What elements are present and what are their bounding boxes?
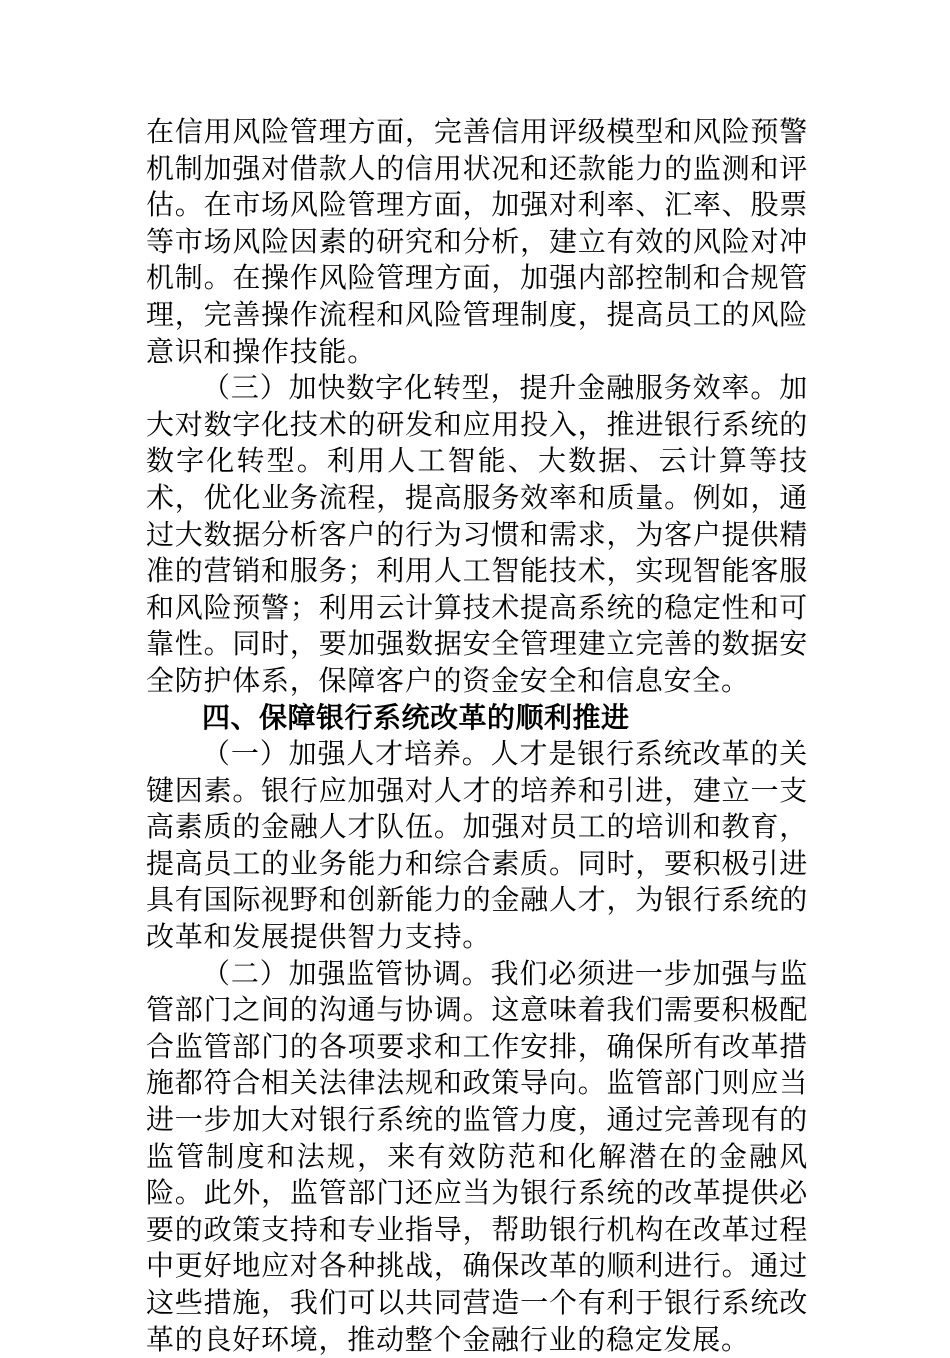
body-paragraph-digital-transformation: （三）加快数字化转型，提升金融服务效率。加大对数字化技术的研发和应用投入，推进银行系统的数字化转型。利用人工智能、大数据、云计算等技术，优化业务流程，提高服务效率和质量。例如，通过大数据分析客户的行为习惯和需求，为客户提供精准的营销和服务；利用人工智能技术，实现智能客服和风险预警；利用云计算技术提高系统的稳定性和可靠性。同时，要加强数据安全管理建立完善的数据安全防护体系，保障客户的资金安全和信息安全。 — [146, 371, 808, 697]
body-paragraph-talent-training: （一）加强人才培养。人才是银行系统改革的关键因素。银行应加强对人才的培养和引进，建立一支高素质的金融人才队伍。加强对员工的培训和教育，提高员工的业务能力和综合素质。同时，要积极引进具有国际视野和创新能力的金融人才，为银行系统的改革和发展提供智力支持。 — [146, 737, 808, 954]
section-heading-four: 四、保障银行系统改革的顺利推进 — [202, 700, 630, 734]
document-body — [146, 114, 808, 1358]
body-paragraph-regulatory-coordination: （二）加强监管协调。我们必须进一步加强与监管部门之间的沟通与协调。这意味着我们需要积极配合监管部门的各项要求和工作安排，确保所有改革措施都符合相关法律法规和政策导向。监管部门则应当进一步加大对银行系统的监管力度，通过完善现有的监管制度和法规，来有效防范和化解潜在的金融风险。此外，监管部门还应当为银行系统的改革提供必要的政策支持和专业指导，帮助银行机构在改革过程中更好地应对各种挑战，确保改革的顺利进行。通过这些措施，我们可以共同营造一个有利于银行系统改革的良好环境，推动整个金融行业的稳定发展。 — [146, 956, 808, 1356]
body-paragraph-risk-management: 在信用风险管理方面，完善信用评级模型和风险预警机制加强对借款人的信用状况和还款能力的监测和评估。在市场风险管理方面，加强对利率、汇率、股票等市场风险因素的研究和分析，建立有效的风险对冲机制。在操作风险管理方面，加强内部控制和合规管理，完善操作流程和风险管理制度，提高员工的风险意识和操作技能。 — [146, 115, 808, 368]
